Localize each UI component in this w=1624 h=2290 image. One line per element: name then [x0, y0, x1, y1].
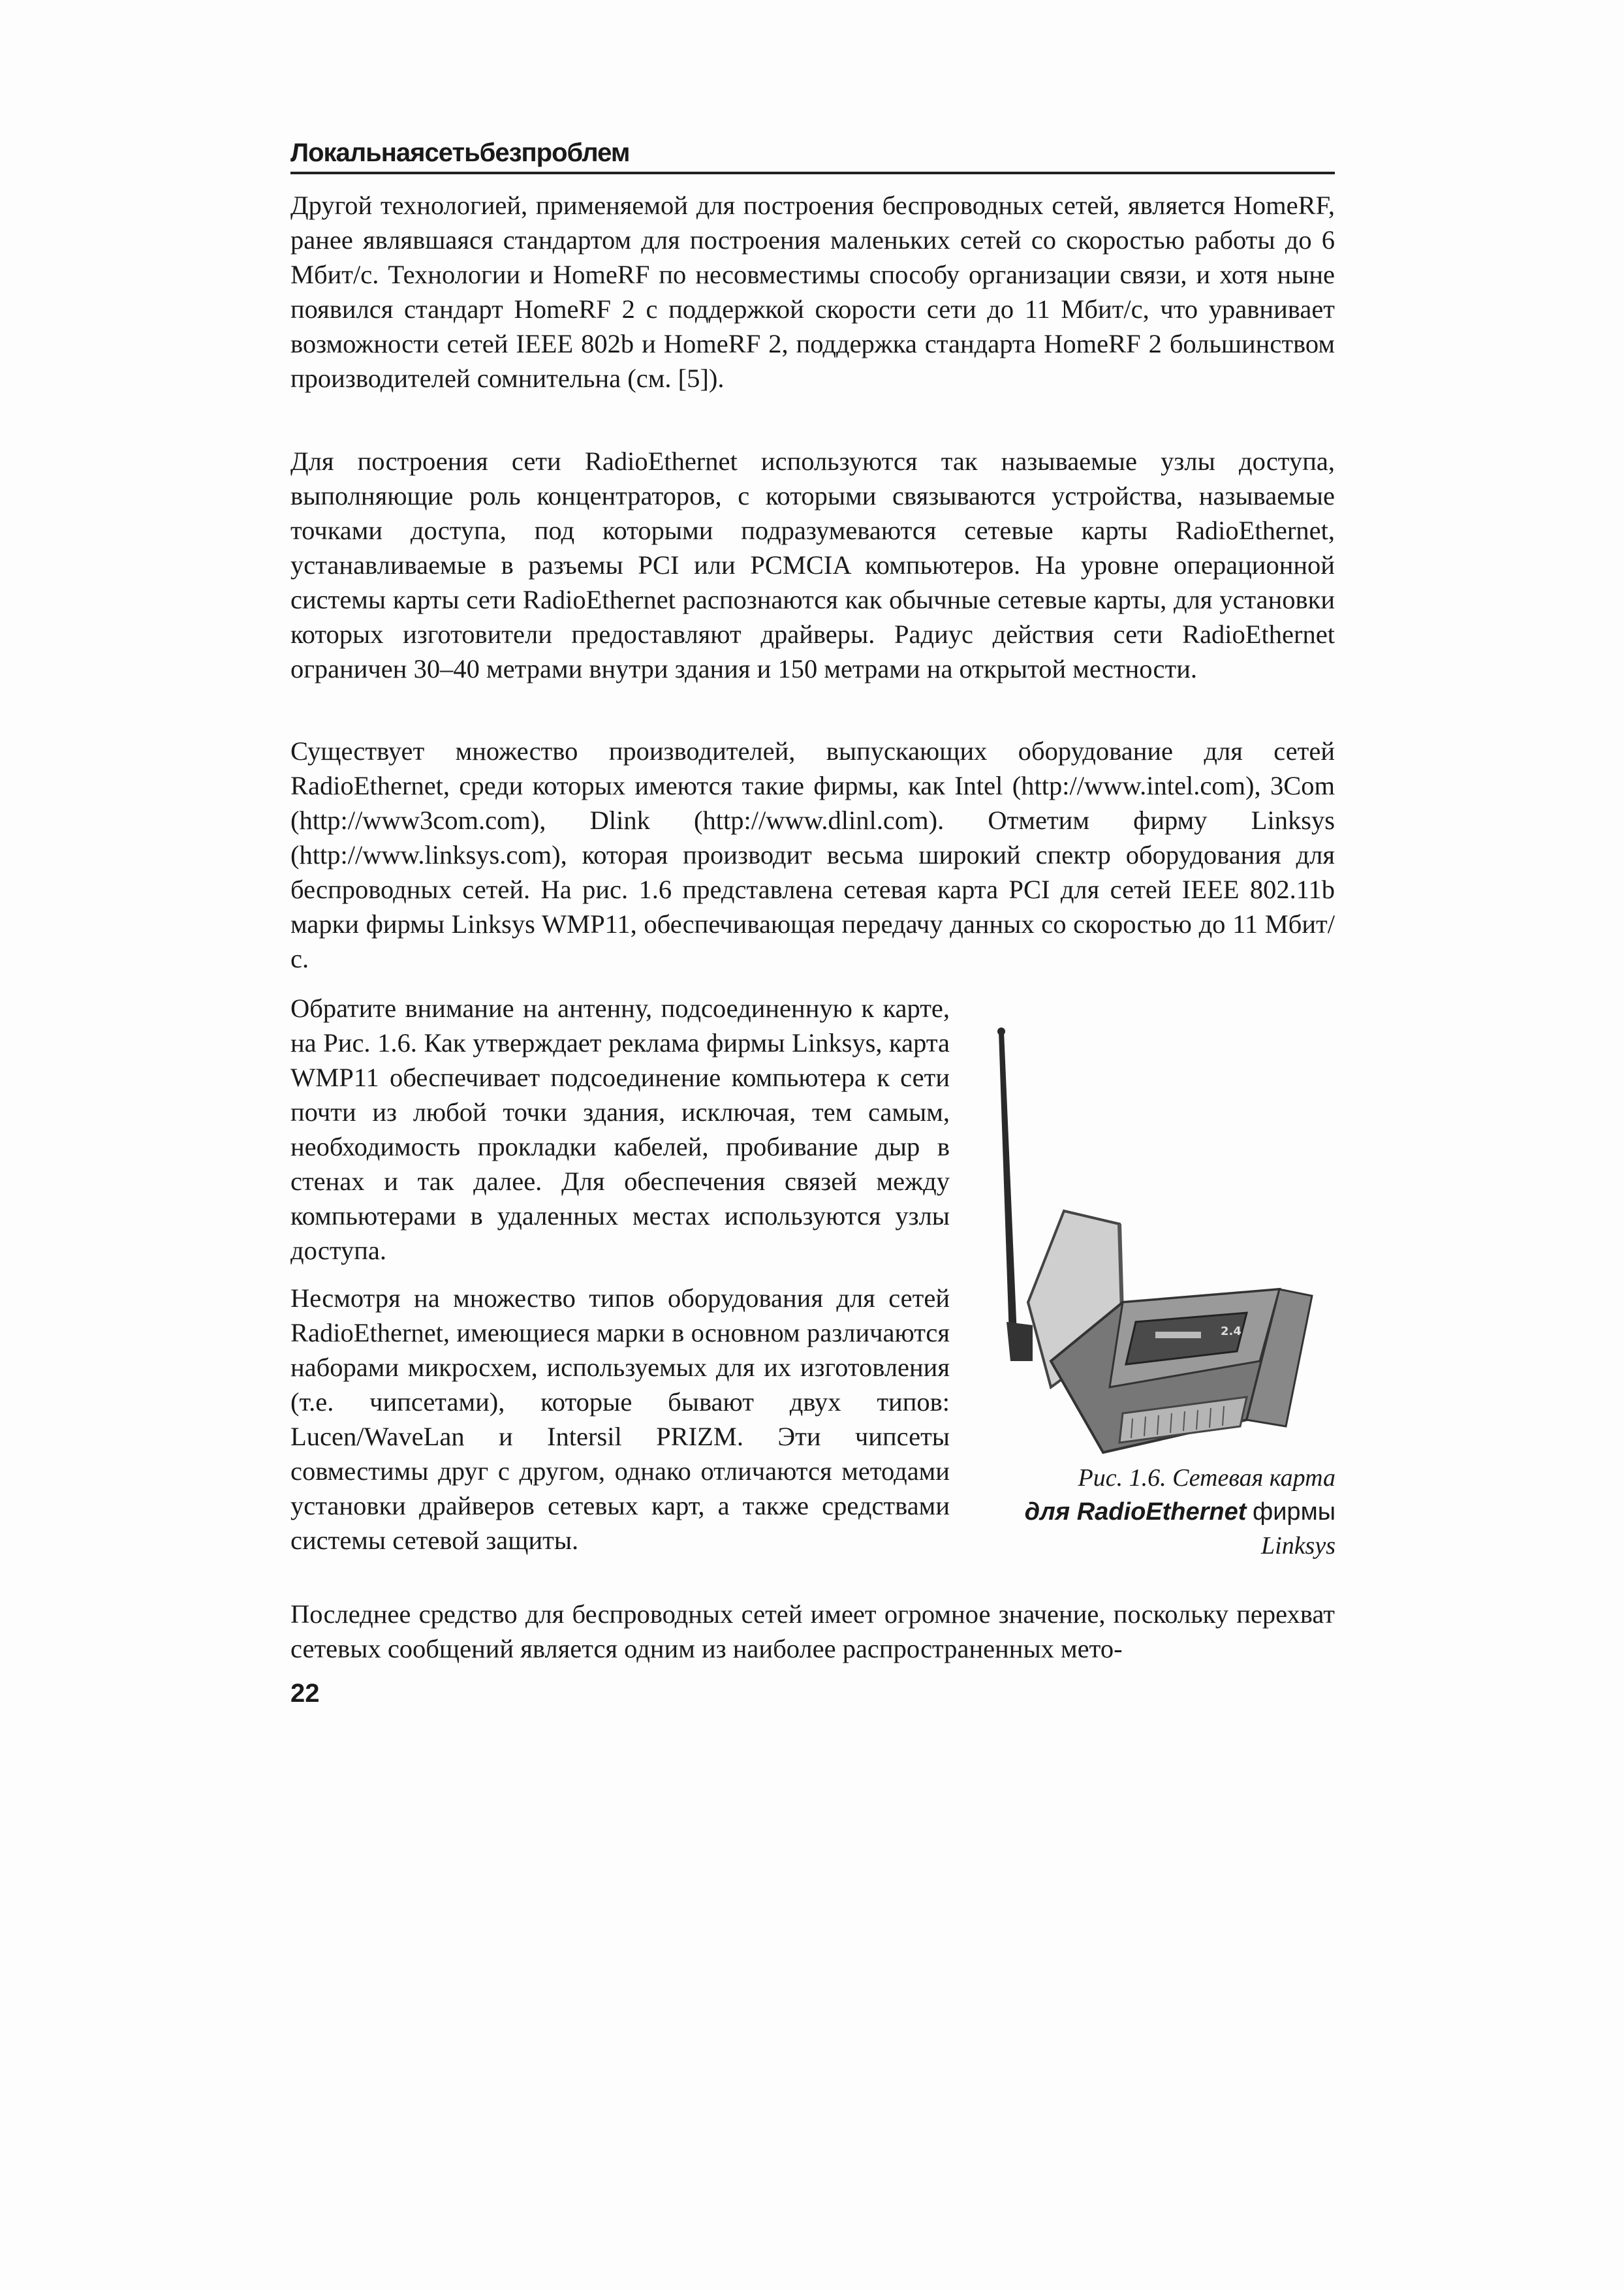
paragraph-4-text: Обратите внимание на антенну, подсоединенную к карте, на Рис. 1.6. Как утверждает реклама фирмы Linksys, карта WMP11 обеспечивает подсоединение компьютера к сети почти из любой точки здания, исключая, тем самым, необходимость прокладки кабелей, пробивание дыр в стенах и так далее. Для обеспечения связей между компьютерами в удаленных местах используются узлы доступа. — [290, 994, 950, 1265]
paragraph-chipsets — [290, 1281, 950, 1575]
paragraph-1-text: Другой технологией, применяемой для построения беспроводных сетей, является HomeRF, ранее являвшаяся стандартом для построения маленьких сетей со скоростью работы до 6 Мбит/с. Технологии и HomeRF по несовместимы способу организации связи, и хотя ныне появился стандарт HomeRF 2 с поддержкой скорости сети до 11 Мбит/с, что уравнивает возможности сетей IEEE 802b и HomeRF 2, поддержка стандарта HomeRF 2 большинством производителей сомнительна (см. [5]). — [290, 191, 1335, 393]
paragraph-security — [290, 1597, 1335, 1683]
paragraph-3-text: Существует множество производителей, выпускающих оборудование для сетей RadioEthernet, среди которых имеются такие фирмы, как Intel (http://www.intel.com), 3Com (http://www3com.com), Dlink (http://www.dlinl.com). Отметим фирму Linksys (http://www.linksys.com), которая производит весьма широкий спектр оборудования для беспроводных сетей. На рис. 1.6 представлена сетевая карта PCI для сетей IEEE 802.11b марки фирмы Linksys WMP11, обеспечивающая передачу данных со скоростью до 11 Мбит/с. — [290, 736, 1335, 973]
svg-text:2.4: 2.4 — [1221, 1325, 1241, 1338]
header-title: Локальнаясетьбезпроблем — [290, 138, 630, 167]
running-header — [290, 138, 1335, 174]
antenna-icon — [999, 1031, 1017, 1336]
paragraph-5-text: Несмотря на множество типов оборудования для сетей RadioEthernet, имеющиеся марки в основном различаются наборами микросхем, используемых для их изготовления (т.е. чипсетами), которые бывают двух типов: Lucen/WaveLan и Intersil PRIZM. Эти чипсеты совместимы друг с другом, однако отличаются методами установки драйверов сетевых карт, а также средствами системы сетевой защиты. — [290, 1283, 950, 1555]
paragraph-6-text: Последнее средство для беспроводных сетей имеет огромное значение, поскольку перехват сетевых сообщений является одним из наиболее распространенных мето- — [290, 1599, 1335, 1663]
caption-bold: для RadioEthernet — [1024, 1498, 1247, 1526]
paragraph-2-text: Для построения сети RadioEthernet используются так называемые узлы доступа, выполняющие роль концентраторов, с которыми связываются устройства, называемые точками доступа, под которыми подразумеваются сетевые карты RadioEthernet, устанавливаемые в разъемы PCI или PCMCIA компьютеров. На уровне операционной системы карты сети RadioEthernet распознаются как обычные сетевые карты, для установки которых изготовители предоставляют драйверы. Радиус действия сети RadioEthernet ограничен 30–40 метрами внутри здания и 150 метрами на открытой местности. — [290, 447, 1335, 683]
paragraph-manufacturers — [290, 734, 1335, 993]
paragraph-radioethernet — [290, 444, 1335, 703]
caption-line-1: Рис. 1.6. Сетевая карта — [1078, 1464, 1335, 1492]
caption-word: фирмы — [1252, 1498, 1335, 1526]
caption-line-3: Linksys — [1261, 1532, 1335, 1560]
page-number: 22 — [290, 1679, 320, 1708]
figure-caption — [973, 1461, 1335, 1563]
paragraph-homerf — [290, 188, 1335, 413]
network-card-figure — [973, 996, 1338, 1466]
pci-wireless-card-illustration — [973, 996, 1338, 1466]
paragraph-antenna — [290, 991, 950, 1285]
caption-line-2 — [973, 1495, 1335, 1529]
